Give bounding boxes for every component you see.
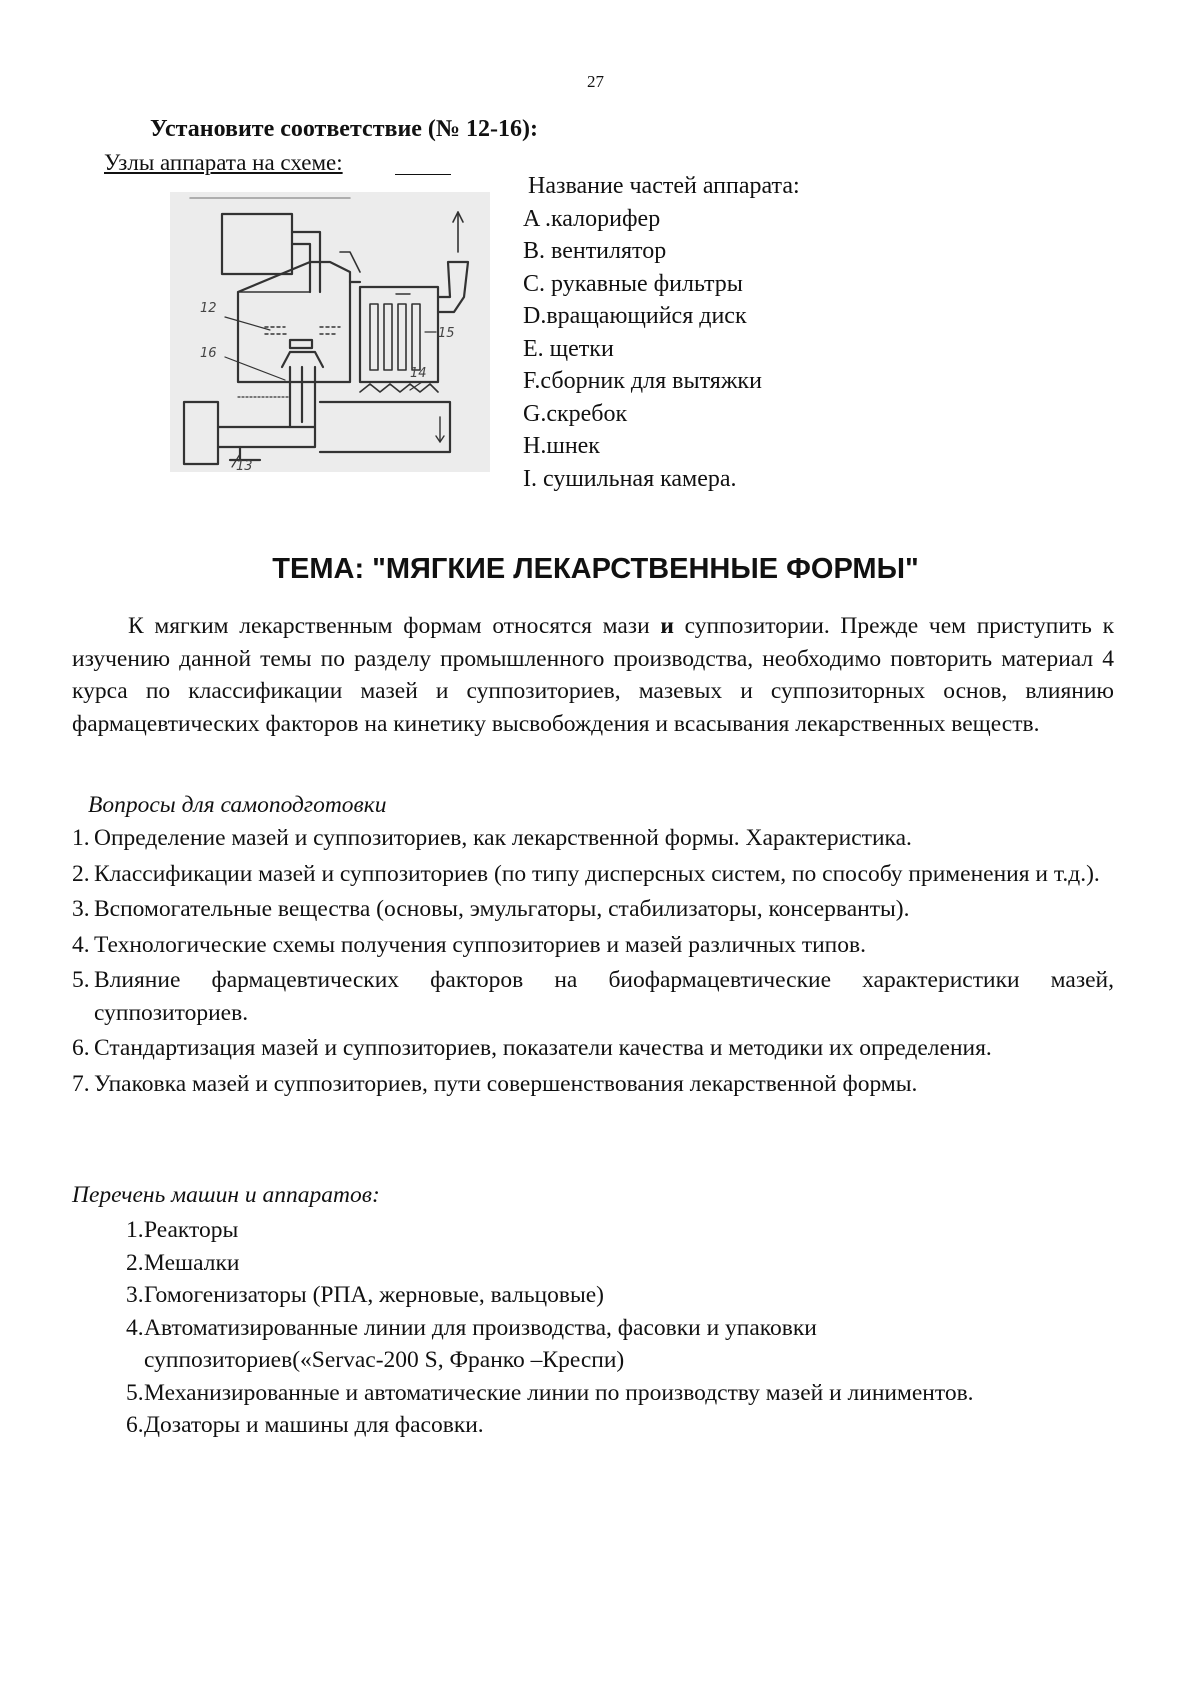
machines-title: Перечень машин и аппаратов:: [72, 1182, 380, 1208]
list-number: 3.: [126, 1282, 144, 1308]
collector-cone: [282, 352, 323, 367]
motor: [184, 402, 218, 464]
list-item: [126, 1409, 1026, 1442]
list-item: [72, 858, 1114, 891]
calorifer-box: [222, 214, 292, 274]
list-item: [72, 1068, 1114, 1101]
list-number: 4.: [72, 931, 90, 958]
part-item: G.скребок: [523, 400, 628, 427]
list-text: Автоматизированные линии для производства, фасовки и упаковки суппозиториев(«Servac-200 S, Франко –Креспи): [144, 1314, 817, 1373]
list-number: 4.: [126, 1314, 144, 1341]
list-number: 5.: [126, 1379, 144, 1406]
list-number: 3.: [72, 896, 90, 922]
part-item: H.шнек: [523, 433, 600, 459]
list-item: [72, 964, 1114, 1029]
list-item: [126, 1377, 1026, 1410]
fan-outlet: [438, 262, 468, 312]
part-item: B. вентилятор: [523, 238, 667, 264]
part-item: E. щетки: [523, 335, 614, 362]
diagram-label-16: 16: [200, 346, 217, 361]
list-text: Дозаторы и машины для фасовки.: [144, 1412, 484, 1438]
intro-text-2: суппозитории. Прежде чем приступить к изучению данной темы по разделу промышленного производства, необходимо повторить материал 4 курса по классификации мазей и суппозиториев, мазевых и суппозиторных основ, влиянию фармацевтических факторов на кинетику высвобождения и всасывания лекарственных веществ.: [72, 613, 1114, 737]
list-text: Классификации мазей и суппозиториев (по типу дисперсных систем, по способу применения и т.д.).: [94, 860, 1100, 887]
list-number: 7.: [72, 1070, 90, 1097]
list-text: Стандартизация мазей и суппозиториев, показатели качества и методики их определения.: [94, 1035, 992, 1061]
apparatus-diagram: [170, 192, 490, 472]
page-number: 27: [587, 72, 604, 91]
list-number: 1.: [126, 1217, 144, 1243]
scraper: [360, 384, 438, 392]
list-text: Вспомогательные вещества (основы, эмульгаторы, стабилизаторы, консерванты).: [94, 896, 910, 922]
list-item: [126, 1214, 1026, 1247]
list-text: Влияние фармацевтических факторов на биофармацевтические характеристики мазей, суппозиториев.: [94, 967, 1114, 1026]
list-item: [126, 1312, 1026, 1377]
list-text: Определение мазей и суппозиториев, как лекарственной формы. Характеристика.: [94, 825, 912, 851]
list-item: [72, 822, 1114, 855]
diagram-label-14: 14: [410, 366, 427, 381]
nodes-label-underline: [395, 174, 451, 175]
list-number: 2.: [72, 860, 90, 887]
list-number: 6.: [126, 1412, 144, 1438]
questions-title: Вопросы для самоподготовки: [88, 792, 387, 818]
part-item: I. сушильная камера.: [523, 465, 737, 492]
list-number: 2.: [126, 1249, 144, 1276]
list-text: Технологические схемы получения суппозиториев и мазей различных типов.: [94, 931, 866, 958]
questions-list: [72, 822, 1114, 1100]
diagram-label-13: 13: [236, 459, 253, 472]
part-item: A .калорифер: [523, 205, 661, 232]
rotating-disk: [290, 340, 312, 348]
intro-paragraph: [72, 610, 1114, 740]
parts-list: [523, 170, 800, 495]
intro-text-1: К мягким лекарственным формам относятся мази: [128, 613, 661, 639]
list-number: 6.: [72, 1035, 90, 1061]
part-item: C. рукавные фильтры: [523, 270, 743, 297]
match-heading: Установите соответствие (№ 12-16):: [150, 116, 539, 142]
part-item: F.сборник для вытяжки: [523, 368, 762, 394]
list-item: [72, 1032, 1114, 1065]
list-number: 5.: [72, 967, 90, 993]
list-text: Гомогенизаторы (РПА, жерновые, вальцовые): [144, 1282, 605, 1308]
part-item: D.вращающийся диск: [523, 303, 747, 329]
machines-list: [126, 1214, 1026, 1442]
list-item: [126, 1247, 1026, 1280]
screw-collector: [320, 402, 450, 452]
drying-chamber: [238, 262, 350, 382]
topic-title: ТЕМА: "МЯГКИЕ ЛЕКАРСТВЕННЫЕ ФОРМЫ": [272, 553, 919, 585]
list-number: 1.: [72, 825, 90, 851]
list-item: [126, 1279, 1026, 1312]
list-text: Механизированные и автоматические линии по производству мазей и линиментов.: [144, 1379, 974, 1406]
list-item: [72, 929, 1114, 962]
intro-bold: и: [660, 613, 674, 639]
list-text: Упаковка мазей и суппозиториев, пути совершенствования лекарственной формы.: [94, 1070, 918, 1097]
list-text: Мешалки: [144, 1249, 240, 1276]
nodes-label: Узлы аппарата на схеме:: [104, 150, 343, 175]
list-item: [72, 893, 1114, 926]
diagram-label-12: 12: [200, 301, 217, 316]
list-text: Реакторы: [144, 1217, 239, 1243]
parts-title: Название частей аппарата:: [528, 173, 800, 199]
diagram-label-15: 15: [438, 326, 455, 341]
